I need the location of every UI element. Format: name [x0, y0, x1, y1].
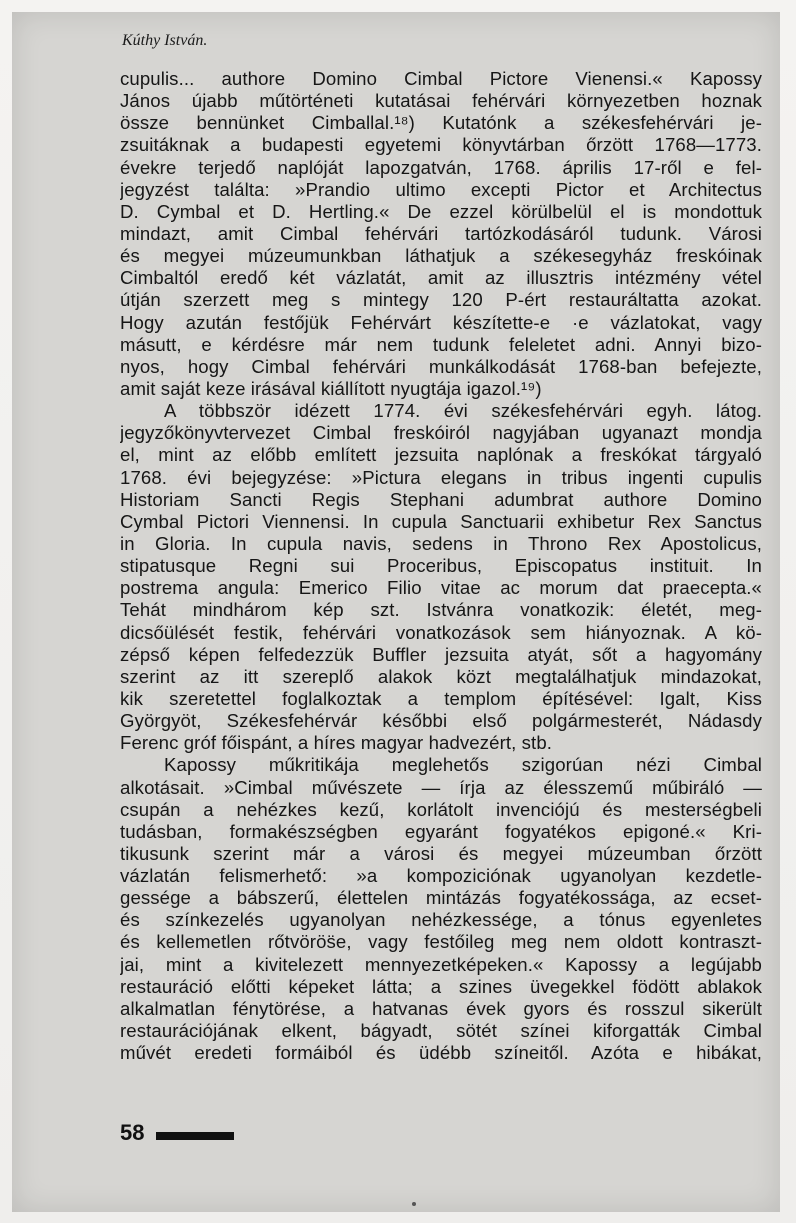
- text-line: Kapossy műkritikája meglehetős szigorúan nézi Cimbal: [164, 754, 762, 776]
- print-speck: [412, 1202, 416, 1206]
- text-line: évekre terjedő naplóját lapozgatván, 1768. április 17-ről e fel-: [120, 156, 762, 178]
- text-line: és kellemetlen rőtvörös̈e, vagy festőileg meg nem oldott kontraszt-: [120, 931, 762, 953]
- text-line: jai, mint a kivitelezett mennyezetképeken.« Kapossy a legújabb: [120, 953, 762, 975]
- text-line: el, mint az előbb említett jezsuita naplónak a freskókat tárgyaló: [120, 444, 762, 466]
- text-line: Ferenc gróf főispánt, a híres magyar hadvezért, stb.: [120, 732, 553, 754]
- text-line: művét eredeti formáiból és üdébb színeitől. Azóta e hibákat,: [120, 1042, 762, 1064]
- text-line: vázlatán felismerhető: »a kompoziciónak ugyanolyan kezdetle-: [120, 865, 762, 887]
- page-number: 58: [120, 1120, 145, 1145]
- text-line: in Gloria. In cupula navis, sedens in Throno Rex Apostolicus,: [120, 532, 762, 554]
- text-line: és színkezelés ugyanolyan nehézkessége, a tónus egyenletes: [120, 909, 762, 931]
- text-line: A többször idézett 1774. évi székesfehérvári egyh. látog.: [164, 400, 762, 422]
- text-line: Györgyöt, Székesfehérvár későbbi első polgármesterét, Nádasdy: [120, 710, 762, 732]
- text-line: zépső képen felfedezzük Buffler jezsuita atyát, sőt a hagyomány: [120, 643, 762, 665]
- text-line: stipatusque Regni sui Proceribus, Episcopatus instituit. In: [120, 555, 762, 577]
- text-line: másutt, e kérdésre már nem tudunk feleletet adni. Annyi bizo-: [120, 333, 762, 355]
- text-line: alkalmatlan fénytörése, a hatvanas évek gyors és rosszul sikerült: [120, 997, 762, 1019]
- text-line: jegyzést találta: »Prandio ultimo excepti Pictor et Architectus: [120, 178, 762, 200]
- text-line: mindazt, amit Cimbal fehérvári tartózkodásáról tudunk. Városi: [120, 222, 762, 244]
- text-line: Cimbaltól eredő két vázlatát, amit az illusztris intézmény vétel: [120, 267, 762, 289]
- text-line: szerint az itt szereplő alakok közt megtalálhatjuk mindazokat,: [120, 665, 762, 687]
- text-line: cupulis... authore Domino Cimbal Pictore Vienensi.« Kapossy: [120, 68, 762, 89]
- text-line: restaurációjának elkent, bágyadt, sötét színei kiforgatták Cimbal: [120, 1020, 762, 1042]
- text-line: alkotásait. »Cimbal művészete — írja az élesszemű műbiráló —: [120, 776, 762, 798]
- text-line: dicsőülését festik, fehérvári vonatkozások sem hiányoznak. A kö-: [120, 621, 762, 643]
- text-line: nyos, hogy Cimbal fehérvári munkálkodását 1768-ban befejezte,: [120, 355, 762, 377]
- text-line: D. Cymbal et D. Hertling.« De ezzel körülbelül el is mondottuk: [120, 200, 762, 222]
- running-header: Kúthy István.: [122, 32, 208, 49]
- text-line: Tehát mindhárom kép szt. Istvánra vonatkozik: életét, meg-: [120, 599, 762, 621]
- text-line: 1768. évi bejegyzése: »Pictura elegans in tribus ingenti cupulis: [120, 466, 762, 488]
- text-line: útján szerzett meg s mintegy 120 P-ért restauráltatta azokat.: [120, 289, 762, 311]
- text-line: János újabb műtörténeti kutatásai fehérvári környezetben hoznak: [120, 90, 762, 112]
- text-line: Cymbal Pictori Viennensi. In cupula Sanctuarii exhibetur Rex Sanctus: [120, 510, 762, 532]
- body-text: [120, 68, 762, 1064]
- text-line: gessége a bábszerű, élettelen mintázás fogyatékossága, az ecset-: [120, 887, 762, 909]
- text-line: össze bennünket Cimballal.¹⁸) Kutatónk a székesfehérvári je-: [120, 112, 762, 134]
- book-page: [12, 12, 780, 1212]
- page-number-rule: [156, 1132, 234, 1140]
- text-line: restauráció előtti képeket látta; a szines üvegekkel födött ablakok: [120, 975, 762, 997]
- text-line: kik szeretettel foglalkoztak a templom építésével: Igalt, Kiss: [120, 687, 762, 709]
- text-line: és megyei múzeumunkban láthatjuk a székesegyház freskóinak: [120, 245, 762, 267]
- text-line: Hogy azután festőjük Fehérvárt készítette-e ·e vázlatokat, vagy: [120, 311, 762, 333]
- text-line: postrema angula: Emerico Filio vitae ac morum dat praecepta.«: [120, 577, 762, 599]
- text-line: jegyzőkönyvtervezet Cimbal freskóiról nagyjában ugyanazt mondja: [120, 422, 762, 444]
- text-line: csupán a nehézkes kezű, korlátolt invenciójú és mesterségbeli: [120, 798, 762, 820]
- text-line: tudásban, formakészségben egyaránt fogyatékos epigoné.« Kri-: [120, 820, 762, 842]
- text-line: tikusunk szerint már a városi és megyei múzeumban őrzött: [120, 842, 762, 864]
- text-line: Historiam Sancti Regis Stephani adumbrat authore Domino: [120, 488, 762, 510]
- text-line: zsuitáknak a budapesti egyetemi könyvtárban őrzött 1768—1773.: [120, 134, 762, 156]
- text-line: amit saját keze irásával kiállított nyugtája igazol.¹⁹): [120, 377, 542, 399]
